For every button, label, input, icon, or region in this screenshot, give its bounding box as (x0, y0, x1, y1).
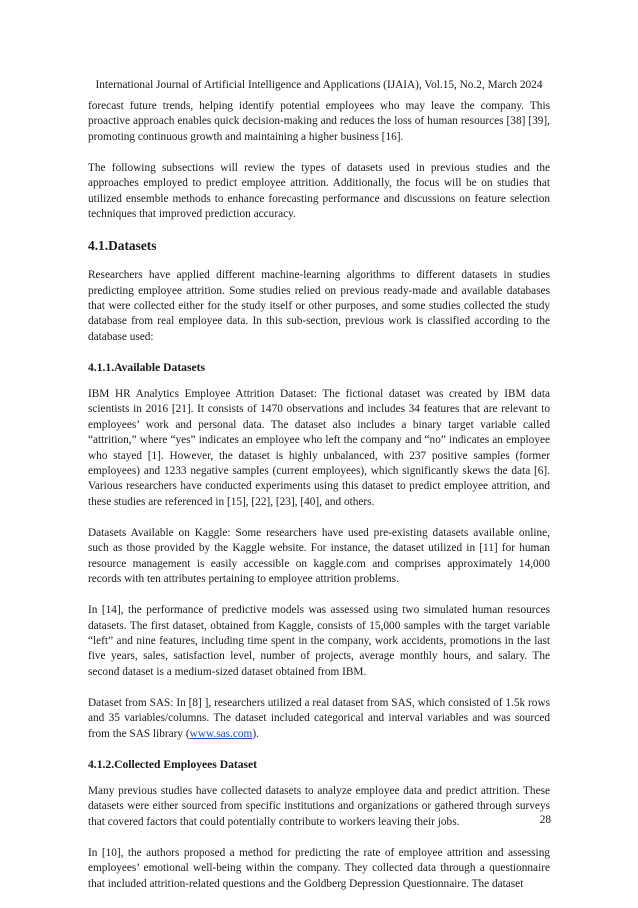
sas-text-before: Dataset from SAS: In [8] ], researchers utilized a real dataset from SAS, which consisted of 1.5k rows and 35 variables/columns. The dataset included categorical and interval variables and was sourced from the SAS library ( (88, 696, 550, 740)
sas-text-after: ). (252, 727, 259, 740)
paragraph-ibm-dataset: IBM HR Analytics Employee Attrition Dataset: The fictional dataset was created by IBM data scientists in 2016 [21]. It consists of 1470 observations and includes 34 features that are relevant to employees’ work and personal data. The dataset also includes a binary target variable called “attrition,” where “yes” indicates an employee who left the company and “no” indicates an employee who stayed [1]. However, the dataset is highly unbalanced, with 237 positive samples (former employees) and 1233 negative samples (current employees), which significantly skews the data [6]. Various researchers have conducted experiments using this dataset to predict employee attrition, and these studies are referenced in [15], [22], [23], [40], and others. (88, 388, 550, 508)
paragraph-simulated-datasets: In [14], the performance of predictive models was assessed using two simulated human resources datasets. The first dataset, obtained from Kaggle, consists of 15,000 samples with the target variable “left” and nine features, including time spent in the company, work accidents, promotions in the last five years, sales, satisfaction level, number of projects, average monthly hours, and salary. The second dataset is a medium-sized dataset obtained from IBM. (88, 604, 550, 678)
section-heading-datasets: 4.1.Datasets (88, 238, 157, 254)
subsection-heading-collected-dataset: 4.1.2.Collected Employees Dataset (88, 758, 258, 771)
page-body (88, 99, 550, 908)
subsection-heading-available-datasets: 4.1.1.Available Datasets (88, 361, 206, 375)
paragraph-intro-continued: forecast future trends, helping identify potential employees who may leave the company. This proactive approach enables quick decision-making and reduces the loss of human resources [38] [39], promoting continuous growth and maintaining a higher business [16]. (88, 100, 550, 143)
sas-link[interactable]: www.sas.com (189, 727, 253, 740)
paragraph-sas-dataset (88, 696, 550, 742)
paragraph-collected-intro: Many previous studies have collected datasets to analyze employee data and predict attrition. These datasets were either sourced from specific institutions and organizations or gathered through surveys that covered factors that could potentially contribute to workers leaving their jobs. (88, 785, 550, 828)
paragraph-kaggle-datasets: Datasets Available on Kaggle: Some researchers have used pre-existing datasets available online, such as those provided by the Kaggle website. For instance, the dataset utilized in [11] for human resource management is easily accessible on kaggle.com and comprises approximately 14,000 records with ten attributes pertaining to employee attrition problems. (88, 526, 550, 585)
paragraph-questionnaire-study: In [10], the authors proposed a method for predicting the rate of employee attrition and assessing employees’ emotional well-being within the company. They collected data through a questionnaire that included attrition-related questions and the Goldberg Depression Questionnaire. The dataset (88, 847, 550, 890)
page-number: 28 (539, 814, 551, 826)
paragraph-subsections-overview: The following subsections will review the types of datasets used in previous studies and the approaches employed to predict employee attrition. Additionally, the focus will be on studies that utilized ensemble methods to enhance forecasting performance and discussions on feature selection techniques that improved prediction accuracy. (88, 162, 550, 221)
running-header: International Journal of Artificial Intelligence and Applications (IJAIA), Vol.15, No.2, March 2024 (95, 79, 543, 91)
paragraph-datasets-intro: Researchers have applied different machine-learning algorithms to different datasets in studies predicting employee attrition. Some studies relied on previous ready-made and available databases that were collected either for the study itself or other purposes, and some studies collected the study database from real employee data. In this sub-section, previous work is classified according to the database used: (88, 269, 550, 343)
